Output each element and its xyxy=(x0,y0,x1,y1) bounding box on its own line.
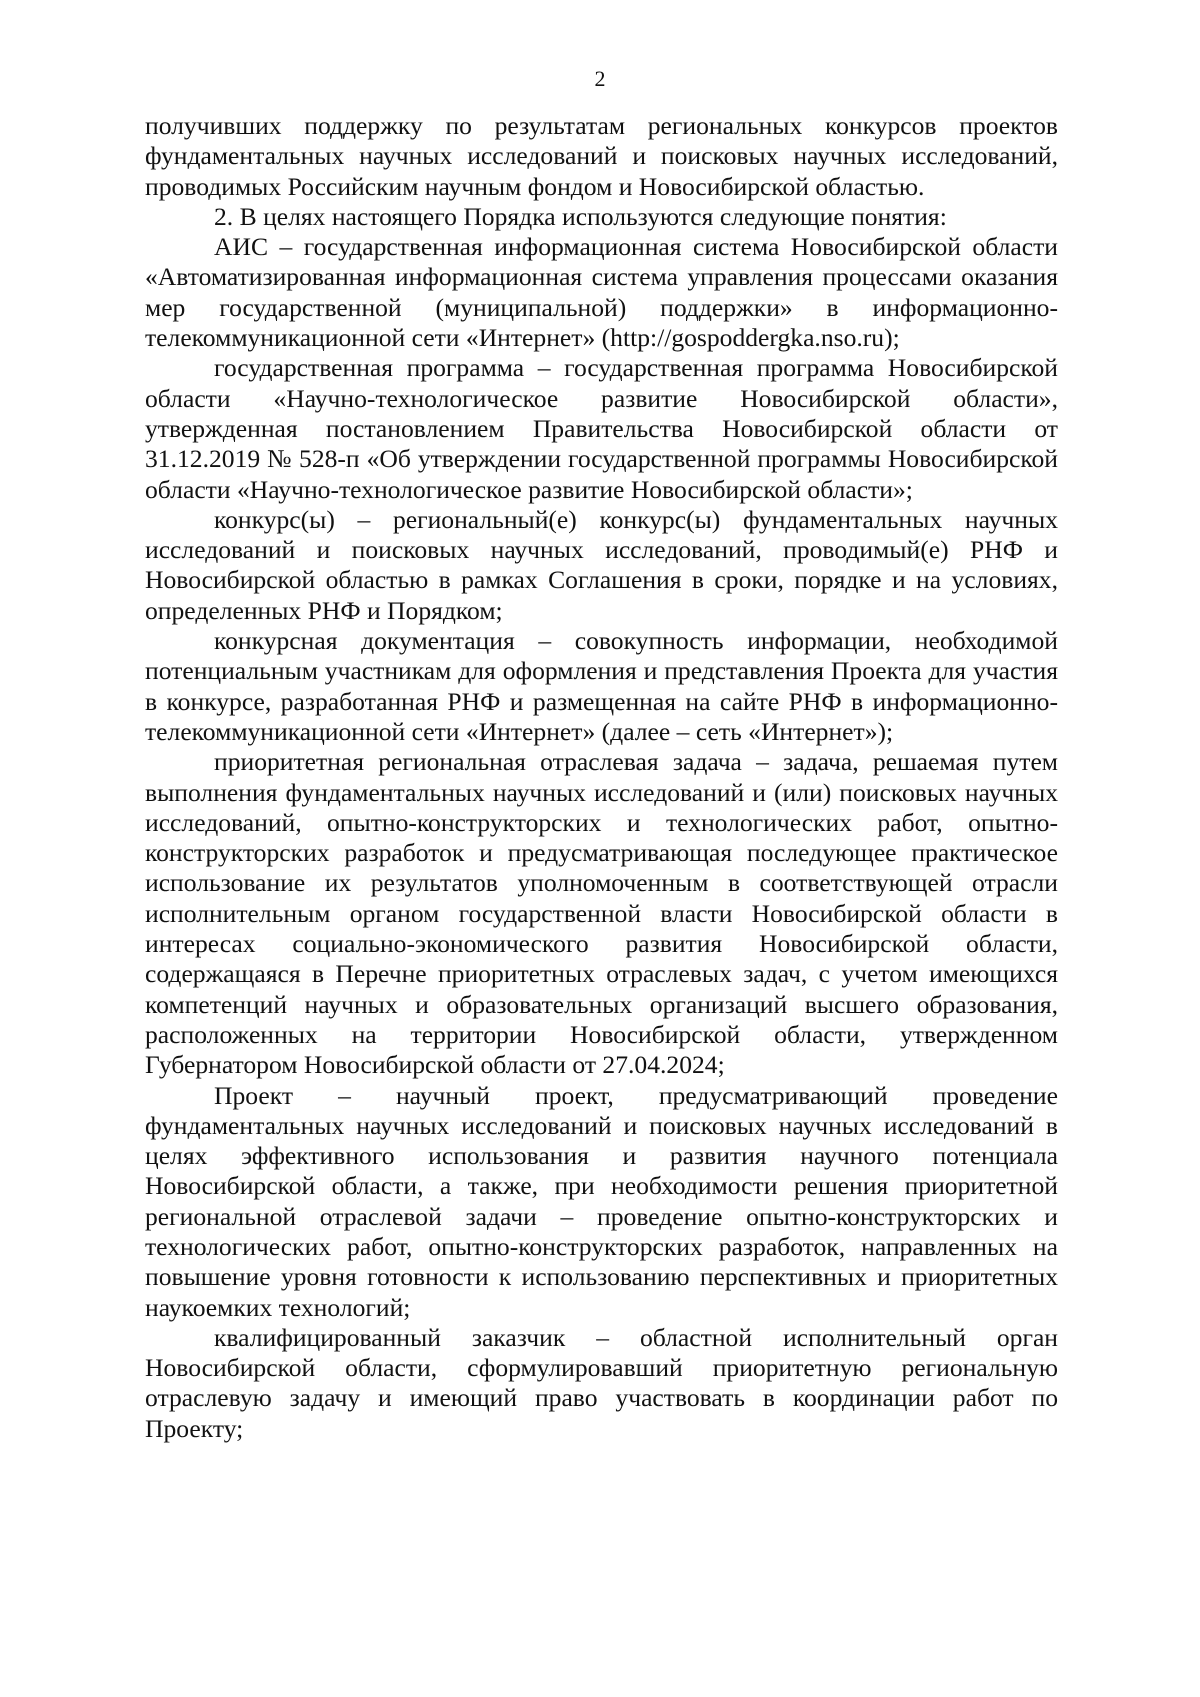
paragraph-definition-contest-documentation: конкурсная документация – совокупность информации, необходимой потенциальным участникам для оформления и представления Проекта для участия в конкурсе, разработанная РНФ и размещенная на сайте РНФ в информационно-телекоммуникационной сети «Интернет» (далее – сеть «Интернет»); xyxy=(145,626,1058,746)
paragraph-definition-ais: АИС – государственная информационная система Новосибирской области «Автоматизированная информационная система управления процессами оказания мер государственной (муниципальной) поддержки» в информационно-телекоммуникационной сети «Интернет» (http://gospoddergka.nso.ru); xyxy=(145,232,1058,353)
page-number: 2 xyxy=(594,66,606,91)
paragraph-definition-state-program: государственная программа – государственная программа Новосибирской области «Научно-технологическое развитие Новосибирской области», утвержденная постановлением Правительства Новосибирской области от 31.12.2019 № 528-п «Об утверждении государственной программы Новосибирской области «Научно-технологическое развитие Новосибирской области»; xyxy=(145,353,1058,504)
paragraph-definition-priority-task: приоритетная региональная отраслевая задача – задача, решаемая путем выполнения фундаментальных научных исследований и (или) поисковых научных исследований, опытно-конструкторских и технологических работ, опытно-конструкторских разработок и предусматривающая последующее практическое использование их результатов уполномоченным в соответствующей отрасли исполнительным органом государственной власти Новосибирской области в интересах социально-экономического развития Новосибирской области, содержащаяся в Перечне приоритетных отраслевых задач, с учетом имеющихся компетенций научных и образовательных организаций высшего образования, расположенных на территории Новосибирской области, утвержденном Губернатором Новосибирской области от 27.04.2024; xyxy=(145,747,1058,1080)
document-body xyxy=(145,111,1058,1444)
paragraph-continuation: получивших поддержку по результатам региональных конкурсов проектов фундаментальных научных исследований и поисковых научных исследований, проводимых Российским научным фондом и Новосибирской областью. xyxy=(145,111,1058,201)
paragraph-definitions-intro: 2. В целях настоящего Порядка используются следующие понятия: xyxy=(214,201,947,231)
paragraph-definition-project: Проект – научный проект, предусматривающий проведение фундаментальных научных исследований и поисковых научных исследований в целях эффективного использования и развития научного потенциала Новосибирской области, а также, при необходимости решения приоритетной региональной отраслевой задачи – проведение опытно-конструкторских и технологических работ, опытно-конструкторских разработок, направленных на повышение уровня готовности к использованию перспективных и приоритетных наукоемких технологий; xyxy=(145,1080,1058,1322)
paragraph-definition-qualified-customer: квалифицированный заказчик – областной исполнительный орган Новосибирской области, сформулировавший приоритетную региональную отраслевую задачу и имеющий право участвовать в координации работ по Проекту; xyxy=(145,1322,1058,1443)
paragraph-definition-contest: конкурс(ы) – региональный(е) конкурс(ы) фундаментальных научных исследований и поисковых научных исследований, проводимый(е) РНФ и Новосибирской областью в рамках Соглашения в сроки, порядке и на условиях, определенных РНФ и Порядком; xyxy=(145,504,1058,625)
